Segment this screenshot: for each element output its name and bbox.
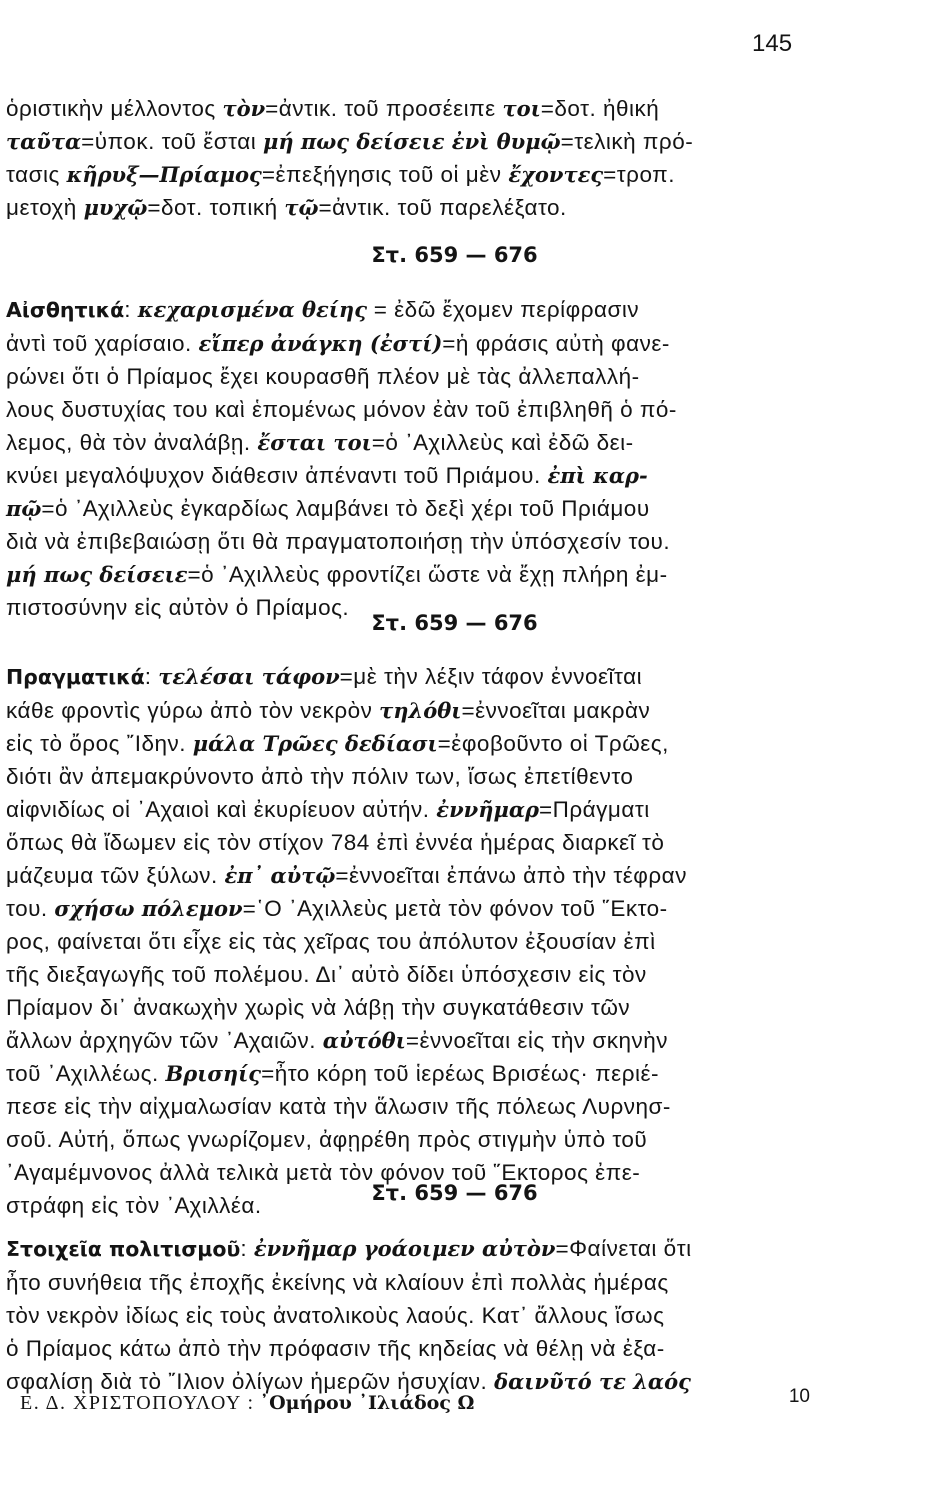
text-run: ὁ Πρίαμος κάτω ἀπὸ τὴν πρόφασιν τῆς κηδείας νὰ θέλῃ νὰ ἐξα-: [6, 1336, 665, 1361]
text-line: [6, 925, 824, 958]
text-run: =ἀντικ. τοῦ παρελέξατο.: [318, 195, 567, 220]
keyword-term: τηλόθι: [379, 698, 462, 723]
text-run: τασις: [6, 162, 67, 187]
text-line: [6, 158, 824, 191]
keyword-term: τὸν: [222, 96, 266, 121]
page-number: 145: [752, 30, 793, 57]
keyword-term: μή πως δείσειε ἐνὶ θυμῷ: [262, 129, 561, 154]
text-run: =μὲ τὴν λέξιν τάφον ἐννοεῖται: [339, 664, 643, 689]
text-run: =ἐννοεῖται εἰς τὴν σκηνὴν: [405, 1028, 669, 1053]
text-line: [6, 92, 824, 125]
text-run: ἀντὶ τοῦ χαρίσαιο.: [6, 331, 199, 356]
section-heading-3: Στ. 659 — 676: [371, 1181, 538, 1205]
text-run: =ἐπεξήγησις τοῦ οἱ μὲν: [261, 162, 509, 187]
section-label: Πραγματικά: [6, 665, 145, 689]
text-run: =ὁ ᾿Αχιλλεὺς φροντίζει ὥστε νὰ ἔχῃ πλήρη ἐμ-: [187, 562, 668, 587]
text-run: κνύει μεγαλόψυχον διάθεσιν ἀπέναντι τοῦ Πριάμου.: [6, 463, 548, 488]
section-label: Στοιχεῖα πολιτισμοῦ: [6, 1237, 241, 1261]
text-run: ὁριστικὴν μέλλοντος: [6, 96, 223, 121]
text-run: = ἐδῶ ἔχομεν περίφρασιν: [367, 297, 640, 322]
keyword-term: ἐννῆμαρ: [436, 797, 539, 822]
keyword-term: ἔσται τοι: [257, 430, 372, 455]
text-line: [6, 125, 824, 158]
text-line: [6, 991, 824, 1024]
footer-author: Ε. Δ. ΧΡΙΣΤΟΠΟΥΛΟΥ :: [20, 1392, 255, 1414]
text-run: =ὑποκ. τοῦ ἔσται: [81, 129, 263, 154]
text-run: =ἡ φράσις αὐτὴ φανε-: [442, 331, 670, 356]
text-line: [6, 1024, 824, 1057]
text-run: τῆς διεξαγωγῆς τοῦ πολέμου. Δι᾿ αὐτὸ δίδει ὑπόσχεσιν εἰς τὸν: [6, 962, 647, 987]
keyword-term: μή πως δείσειε: [6, 562, 188, 587]
text-run: =ἐννοεῖται ἐπάνω ἀπὸ τὴν τέφραν: [335, 863, 687, 888]
text-line: [6, 360, 824, 393]
text-run: τὸν νεκρὸν ἰδίως εἰς τοὺς ἀνατολικοὺς λαούς. Κατ᾿ ἄλλους ἴσως: [6, 1303, 665, 1328]
text-line: [6, 793, 824, 826]
text-run: διὰ νὰ ἐπιβεβαιώσῃ ὅτι θὰ πραγματοποιήσῃ τὴν ὑπόσχεσίν του.: [6, 529, 671, 554]
keyword-term: δαινῦτό τε λαός: [494, 1369, 691, 1394]
text-line: [6, 727, 824, 760]
text-run: πεσε εἰς τὴν αἰχμαλωσίαν κατὰ τὴν ἅλωσιν τῆς πόλεως Λυρνησ-: [6, 1094, 671, 1119]
keyword-term: ἐννῆμαρ γοάοιμεν αὐτὸν: [253, 1236, 556, 1261]
text-run: εἰς τὸ ὄρος ῎Ιδην.: [6, 731, 193, 756]
text-run: ὅπως θὰ ἴδωμεν εἰς τὸν στίχον 784 ἐπὶ ἐννέα ἡμέρας διαρκεῖ τὸ: [6, 830, 665, 855]
text-run: αἰφνιδίως οἱ ᾿Αχαιοὶ καὶ ἐκυρίευον αὐτήν.: [6, 797, 437, 822]
text-run: =ὁ ᾿Αχιλλεὺς ἐγκαρδίως λαμβάνει τὸ δεξὶ χέρι τοῦ Πριάμου: [41, 496, 650, 521]
text-line: [6, 694, 824, 727]
text-run: =Φαίνεται ὅτι: [555, 1236, 692, 1261]
paragraph-aesthetic-notes: [6, 293, 824, 624]
text-run: ἦτο συνήθεια τῆς ἐποχῆς ἐκείνης νὰ κλαίουν ἐπὶ πολλὰς ἡμέρας: [6, 1270, 669, 1295]
keyword-term: ταῦτα: [6, 129, 82, 154]
keyword-term: τοι: [502, 96, 541, 121]
text-run: =ἀντικ. τοῦ προσέειπε: [265, 96, 503, 121]
text-line: [6, 525, 824, 558]
text-run: ρος, φαίνεται ὅτι εἶχε εἰς τὰς χεῖρας του ἀπόλυτον ἐξουσίαν ἐπὶ: [6, 929, 656, 954]
text-run: ἄλλων ἀρχηγῶν τῶν ᾿Αχαιῶν.: [6, 1028, 323, 1053]
text-run: πιστοσύνην εἰς αὐτὸν ὁ Πρίαμος.: [6, 595, 350, 620]
text-run: =ὁ ᾿Αχιλλεὺς καὶ ἐδῶ δει-: [371, 430, 634, 455]
text-run: στράφη εἰς τὸν ᾿Αχιλλέα.: [6, 1193, 262, 1218]
keyword-term: πῷ: [6, 496, 42, 521]
text-run: :: [124, 297, 138, 322]
keyword-term: τελέσαι τάφον: [158, 664, 340, 689]
keyword-term: ἐπ᾿ αὐτῷ: [224, 863, 336, 888]
text-run: μάζευμα τῶν ξύλων.: [6, 863, 225, 888]
keyword-term: εἴπερ ἀνάγκη (ἐστί): [198, 331, 443, 356]
text-line: [6, 191, 824, 224]
text-line: [6, 1090, 824, 1123]
text-run: τοῦ ᾿Αχιλλέως.: [6, 1061, 166, 1086]
footer-signature-number: 10: [788, 1386, 810, 1407]
text-run: =ἐννοεῖται μακρὰν: [461, 698, 651, 723]
keyword-term: μάλα Τρῶες δεδίασι: [192, 731, 438, 756]
text-line: [6, 1266, 824, 1299]
paragraph-factual-notes: [6, 660, 824, 1222]
text-line: [6, 760, 824, 793]
text-line: [6, 859, 824, 892]
paragraph-culture-notes: [6, 1232, 824, 1398]
text-line: [6, 1299, 824, 1332]
text-run: σοῦ. Αὐτή, ὅπως γνωρίζομεν, ἀφῃρέθη πρὸς στιγμὴν ὑπὸ τοῦ: [6, 1127, 648, 1152]
text-line: [6, 1232, 824, 1266]
paragraph-grammar-notes: [6, 92, 824, 224]
text-line: [6, 892, 824, 925]
keyword-term: κῆρυξ—Πρίαμος: [66, 162, 262, 187]
text-run: =Πράγματι: [538, 797, 650, 822]
footer-book-title: ᾿Ομήρου ᾿Ιλιάδος Ω: [259, 1392, 475, 1414]
page-footer: [20, 1386, 810, 1415]
keyword-term: Βρισηίς: [165, 1061, 262, 1086]
text-run: =ἦτο κόρη τοῦ ἱερέως Βρισέως· περιέ-: [261, 1061, 660, 1086]
text-run: =δοτ. τοπική: [147, 195, 285, 220]
text-line: [6, 1332, 824, 1365]
text-line: [6, 826, 824, 859]
text-line: [6, 492, 824, 525]
keyword-term: σχήσω πόλεμον: [54, 896, 243, 921]
text-run: =δοτ. ἠθική: [540, 96, 660, 121]
text-run: =τελικὴ πρό-: [560, 129, 694, 154]
text-run: =῾Ο ᾿Αχιλλεὺς μετὰ τὸν φόνον τοῦ ῞Εκτο-: [242, 896, 668, 921]
text-line: [6, 958, 824, 991]
text-run: σφαλίσῃ διὰ τὸ ῎Ιλιον ὀλίγων ἡμερῶν ἡσυχίαν.: [6, 1369, 495, 1394]
text-run: διότι ἂν ἀπεμακρύνοντο ἀπὸ τὴν πόλιν των, ἴσως ἐπετίθεντο: [6, 764, 634, 789]
keyword-term: ἐπὶ καρ-: [547, 463, 648, 488]
text-line: [6, 558, 824, 591]
text-line: [6, 459, 824, 492]
text-run: =ἐφοβοῦντο οἱ Τρῶες,: [437, 731, 669, 756]
text-line: [6, 660, 824, 694]
text-line: [6, 293, 824, 327]
text-run: μετοχὴ: [6, 195, 84, 220]
text-run: :: [240, 1236, 254, 1261]
text-line: [6, 327, 824, 360]
keyword-term: μυχῷ: [83, 195, 148, 220]
text-line: [6, 393, 824, 426]
text-line: [6, 1123, 824, 1156]
keyword-term: αὐτόθι: [322, 1028, 406, 1053]
keyword-term: κεχαρισμένα θείης: [137, 297, 367, 322]
text-run: =τροπ.: [603, 162, 675, 187]
keyword-term: τῷ: [284, 195, 319, 220]
text-run: κάθε φροντὶς γύρω ἀπὸ τὸν νεκρὸν: [6, 698, 380, 723]
text-line: [6, 1057, 824, 1090]
text-run: λεμος, θὰ τὸν ἀναλάβῃ.: [6, 430, 258, 455]
text-run: ρώνει ὅτι ὁ Πρίαμος ἔχει κουρασθῆ πλέον μὲ τὰς ἀλλεπαλλή-: [6, 364, 640, 389]
section-heading-1: Στ. 659 — 676: [371, 243, 538, 267]
text-run: Πρίαμον δι᾿ ἀνακωχὴν χωρὶς νὰ λάβῃ τὴν συγκατάθεσιν τῶν: [6, 995, 631, 1020]
text-line: [6, 426, 824, 459]
keyword-term: ἔχοντες: [508, 162, 604, 187]
text-run: λους δυστυχίας του καὶ ἑπομένως μόνον ἐὰν τοῦ ἐπιβληθῆ ὁ πό-: [6, 397, 677, 422]
section-label: Αἰσθητικά: [6, 298, 125, 322]
text-run: :: [144, 664, 159, 689]
text-run: του.: [6, 896, 55, 921]
section-heading-2: Στ. 659 — 676: [371, 611, 538, 635]
text-run: ᾿Αγαμέμνονος ἀλλὰ τελικὰ μετὰ τὸν φόνον τοῦ ῞Εκτορος ἐπε-: [6, 1160, 641, 1185]
